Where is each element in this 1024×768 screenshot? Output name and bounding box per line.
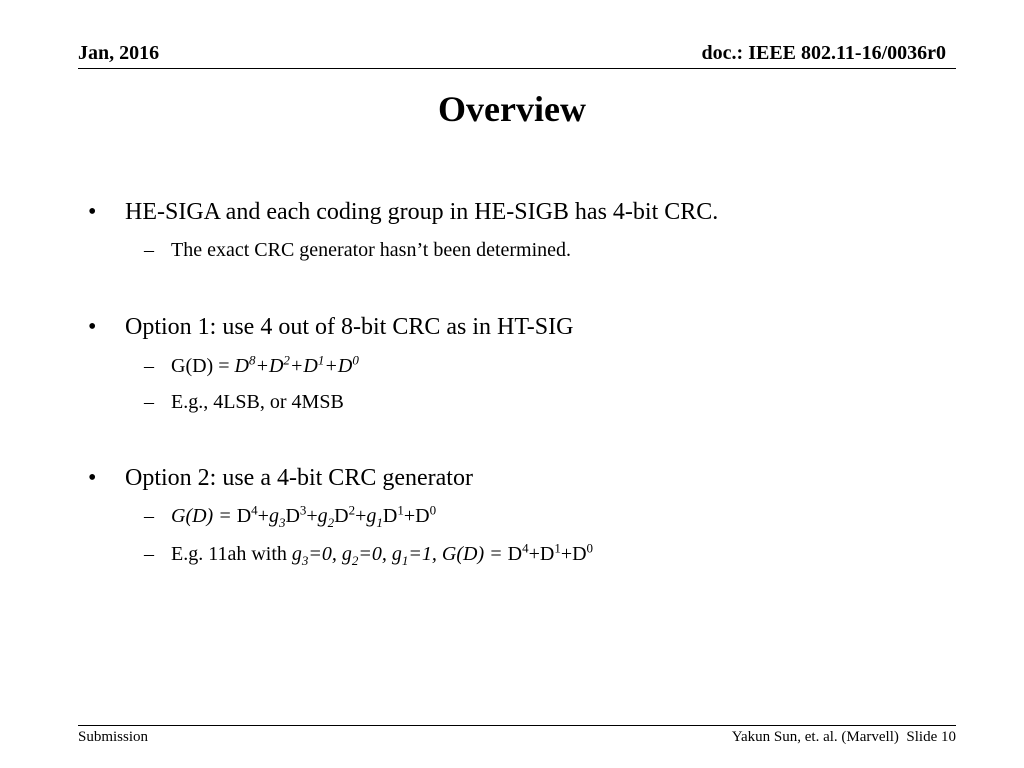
- header-doc-id: doc.: IEEE 802.11-16/0036r0: [701, 42, 946, 64]
- formula-option-1: $G(D) = D^8+D^2+D^1+D^0$: [171, 352, 359, 377]
- footer-divider: [78, 725, 956, 726]
- footer-submission: Submission: [78, 729, 149, 745]
- bullet-dot: •: [88, 465, 97, 491]
- sub-bullet-dash: –: [144, 239, 154, 261]
- slide-title: Overview: [438, 89, 586, 129]
- sub-bullet-dash: –: [144, 505, 154, 527]
- slide-number: Slide 10: [906, 729, 956, 745]
- sub-bullet-dash: –: [144, 391, 154, 413]
- sub-bullet-dash: –: [144, 355, 154, 377]
- bullet-dot: •: [88, 199, 97, 225]
- bullet-dot: •: [88, 314, 97, 340]
- formula-example-11ah: E.g. 11ah with $g_3=0$, $g_2=0$, $g_1=1$, $G(D) = D^4+D^1+D^0$: [171, 540, 594, 568]
- bullet-2-text: Option 1: use 4 out of 8-bit CRC as in HT-SIG: [125, 314, 574, 340]
- bullet-1-sub-1-text: The exact CRC generator hasn’t been determined.: [171, 239, 572, 261]
- sub-bullet-dash: –: [144, 543, 154, 565]
- bullet-2-sub-2-text: E.g., 4LSB, or 4MSB: [171, 391, 344, 413]
- bullet-3-text: Option 2: use a 4-bit CRC generator: [125, 465, 473, 491]
- bullet-1-text: HE-SIGA and each coding group in HE-SIGB has 4-bit CRC.: [125, 199, 719, 225]
- header-date: Jan, 2016: [78, 42, 160, 64]
- formula-option-2: $G(D) = D^4+g_3D^3+g_2D^2+g_1D^1+D^0$: [171, 502, 437, 530]
- footer-author: Yakun Sun, et. al. (Marvell) Slide 10: [731, 729, 956, 745]
- header-divider: [78, 68, 956, 69]
